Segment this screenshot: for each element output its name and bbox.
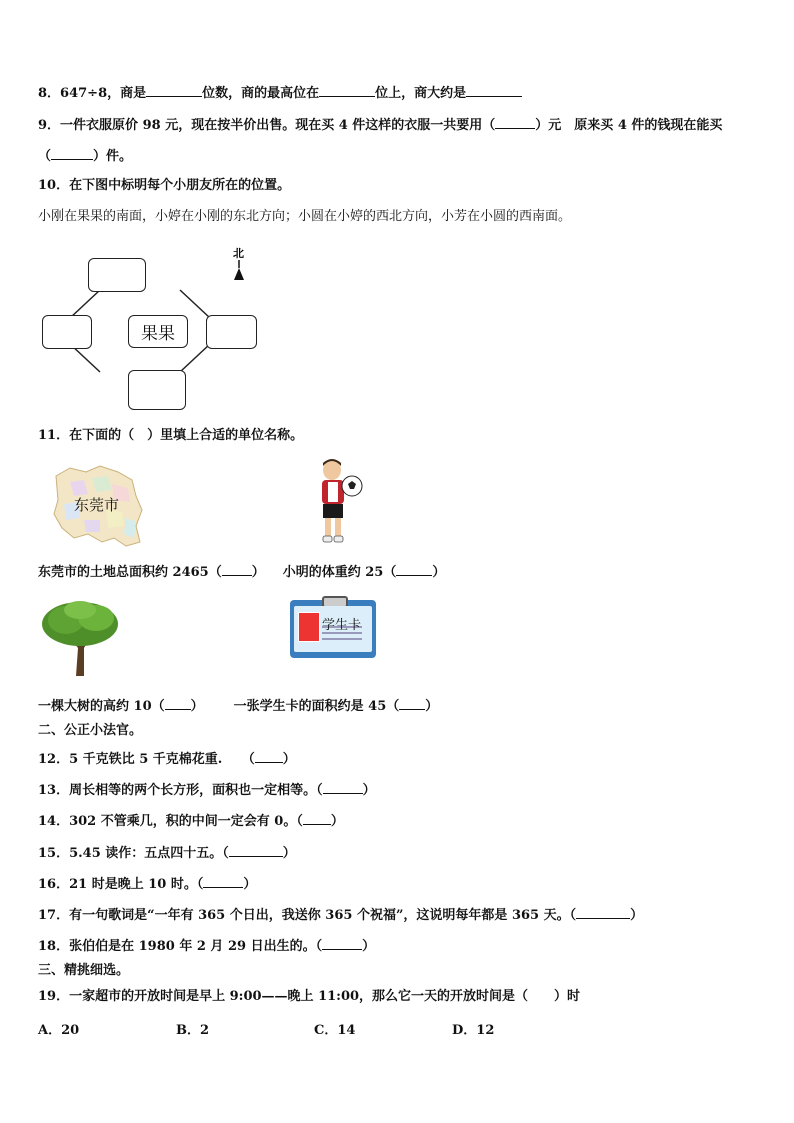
answer-blank[interactable] [396, 563, 432, 576]
answer-blank[interactable] [203, 875, 243, 888]
question-9-cont: （ ）件。 [38, 149, 133, 164]
answer-blank[interactable] [222, 563, 252, 576]
option-a[interactable]: A．20 [38, 1023, 80, 1038]
answer-blank[interactable] [51, 147, 93, 160]
center-box-guoguo: 果果 [128, 315, 188, 348]
question-15: 15．5.45 读作：五点四十五。（ ） [38, 846, 296, 861]
box-east[interactable] [206, 315, 257, 349]
answer-blank[interactable] [319, 84, 375, 97]
answer-blank[interactable] [229, 844, 283, 857]
question-19: 19．一家超市的开放时间是早上 9:00——晚上 11:00，那么它一天的开放时间是（ ）时 [38, 989, 581, 1004]
question-11: 11．在下面的（ ）里填上合适的单位名称。 [38, 428, 304, 443]
map-label: 东莞市 [74, 496, 120, 514]
box-west[interactable] [42, 315, 92, 349]
section-3-heading: 三、精挑细选。 [38, 963, 130, 978]
answer-blank[interactable] [322, 937, 362, 950]
question-14: 14．302 不管乘几，积的中间一定会有 0。（ ） [38, 814, 344, 829]
answer-blank[interactable] [576, 906, 630, 919]
box-south[interactable] [128, 370, 186, 410]
connector-line [180, 344, 210, 372]
option-d[interactable]: D．12 [452, 1023, 495, 1038]
question-13: 13．周长相等的两个长方形，面积也一定相等。（ ） [38, 783, 376, 798]
answer-blank[interactable] [255, 750, 283, 763]
tree-image [38, 598, 122, 678]
answer-blank[interactable] [165, 697, 191, 710]
section-2-heading: 二、公正小法官。 [38, 723, 143, 738]
answer-blank[interactable] [146, 84, 202, 97]
card-label: 学生卡 [322, 618, 362, 633]
option-b[interactable]: B．2 [176, 1023, 210, 1038]
question-11-line-1: 东莞市的土地总面积约 2465（ ） 小明的体重约 25（ ） [38, 565, 446, 580]
answer-blank[interactable] [399, 697, 425, 710]
box-north[interactable] [88, 258, 146, 292]
question-11-line-2: 一棵大树的高约 10（ ） 一张学生卡的面积约是 45（ ） [38, 699, 439, 714]
connector-line [180, 290, 210, 318]
option-c[interactable]: C．14 [314, 1023, 356, 1038]
question-18: 18．张伯伯是在 1980 年 2 月 29 日出生的。（ ） [38, 939, 376, 954]
answer-blank[interactable] [495, 116, 535, 129]
answer-blank[interactable] [466, 84, 522, 97]
question-16: 16．21 时是晚上 10 时。（ ） [38, 877, 257, 892]
question-17: 17．有一句歌词是“一年有 365 个日出，我送你 365 个祝福”，这说明每年都是 365 天。（ ） [38, 908, 644, 923]
connector-line [70, 290, 100, 318]
question-8: 8．647÷8，商是 位数，商的最高位在 位上，商大约是 [38, 84, 522, 102]
answer-blank[interactable] [323, 781, 363, 794]
north-arrow [234, 260, 244, 280]
boy-with-ball-image [314, 456, 370, 548]
question-9: 9．一件衣服原价 98 元，现在按半价出售。现在买 4 件这样的衣服一共要用（ ）元 原来买 4 件的钱现在能买 [38, 118, 723, 133]
question-10-desc: 小刚在果果的南面，小婷在小刚的东北方向；小圆在小婷的西北方向，小芳在小圆的西南面。 [38, 209, 572, 224]
north-label: 北 [233, 247, 244, 260]
question-10: 10．在下图中标明每个小朋友所在的位置。 [38, 178, 291, 193]
question-12: 12．5 千克铁比 5 千克棉花重. （ ） [38, 752, 296, 767]
answer-blank[interactable] [303, 812, 331, 825]
